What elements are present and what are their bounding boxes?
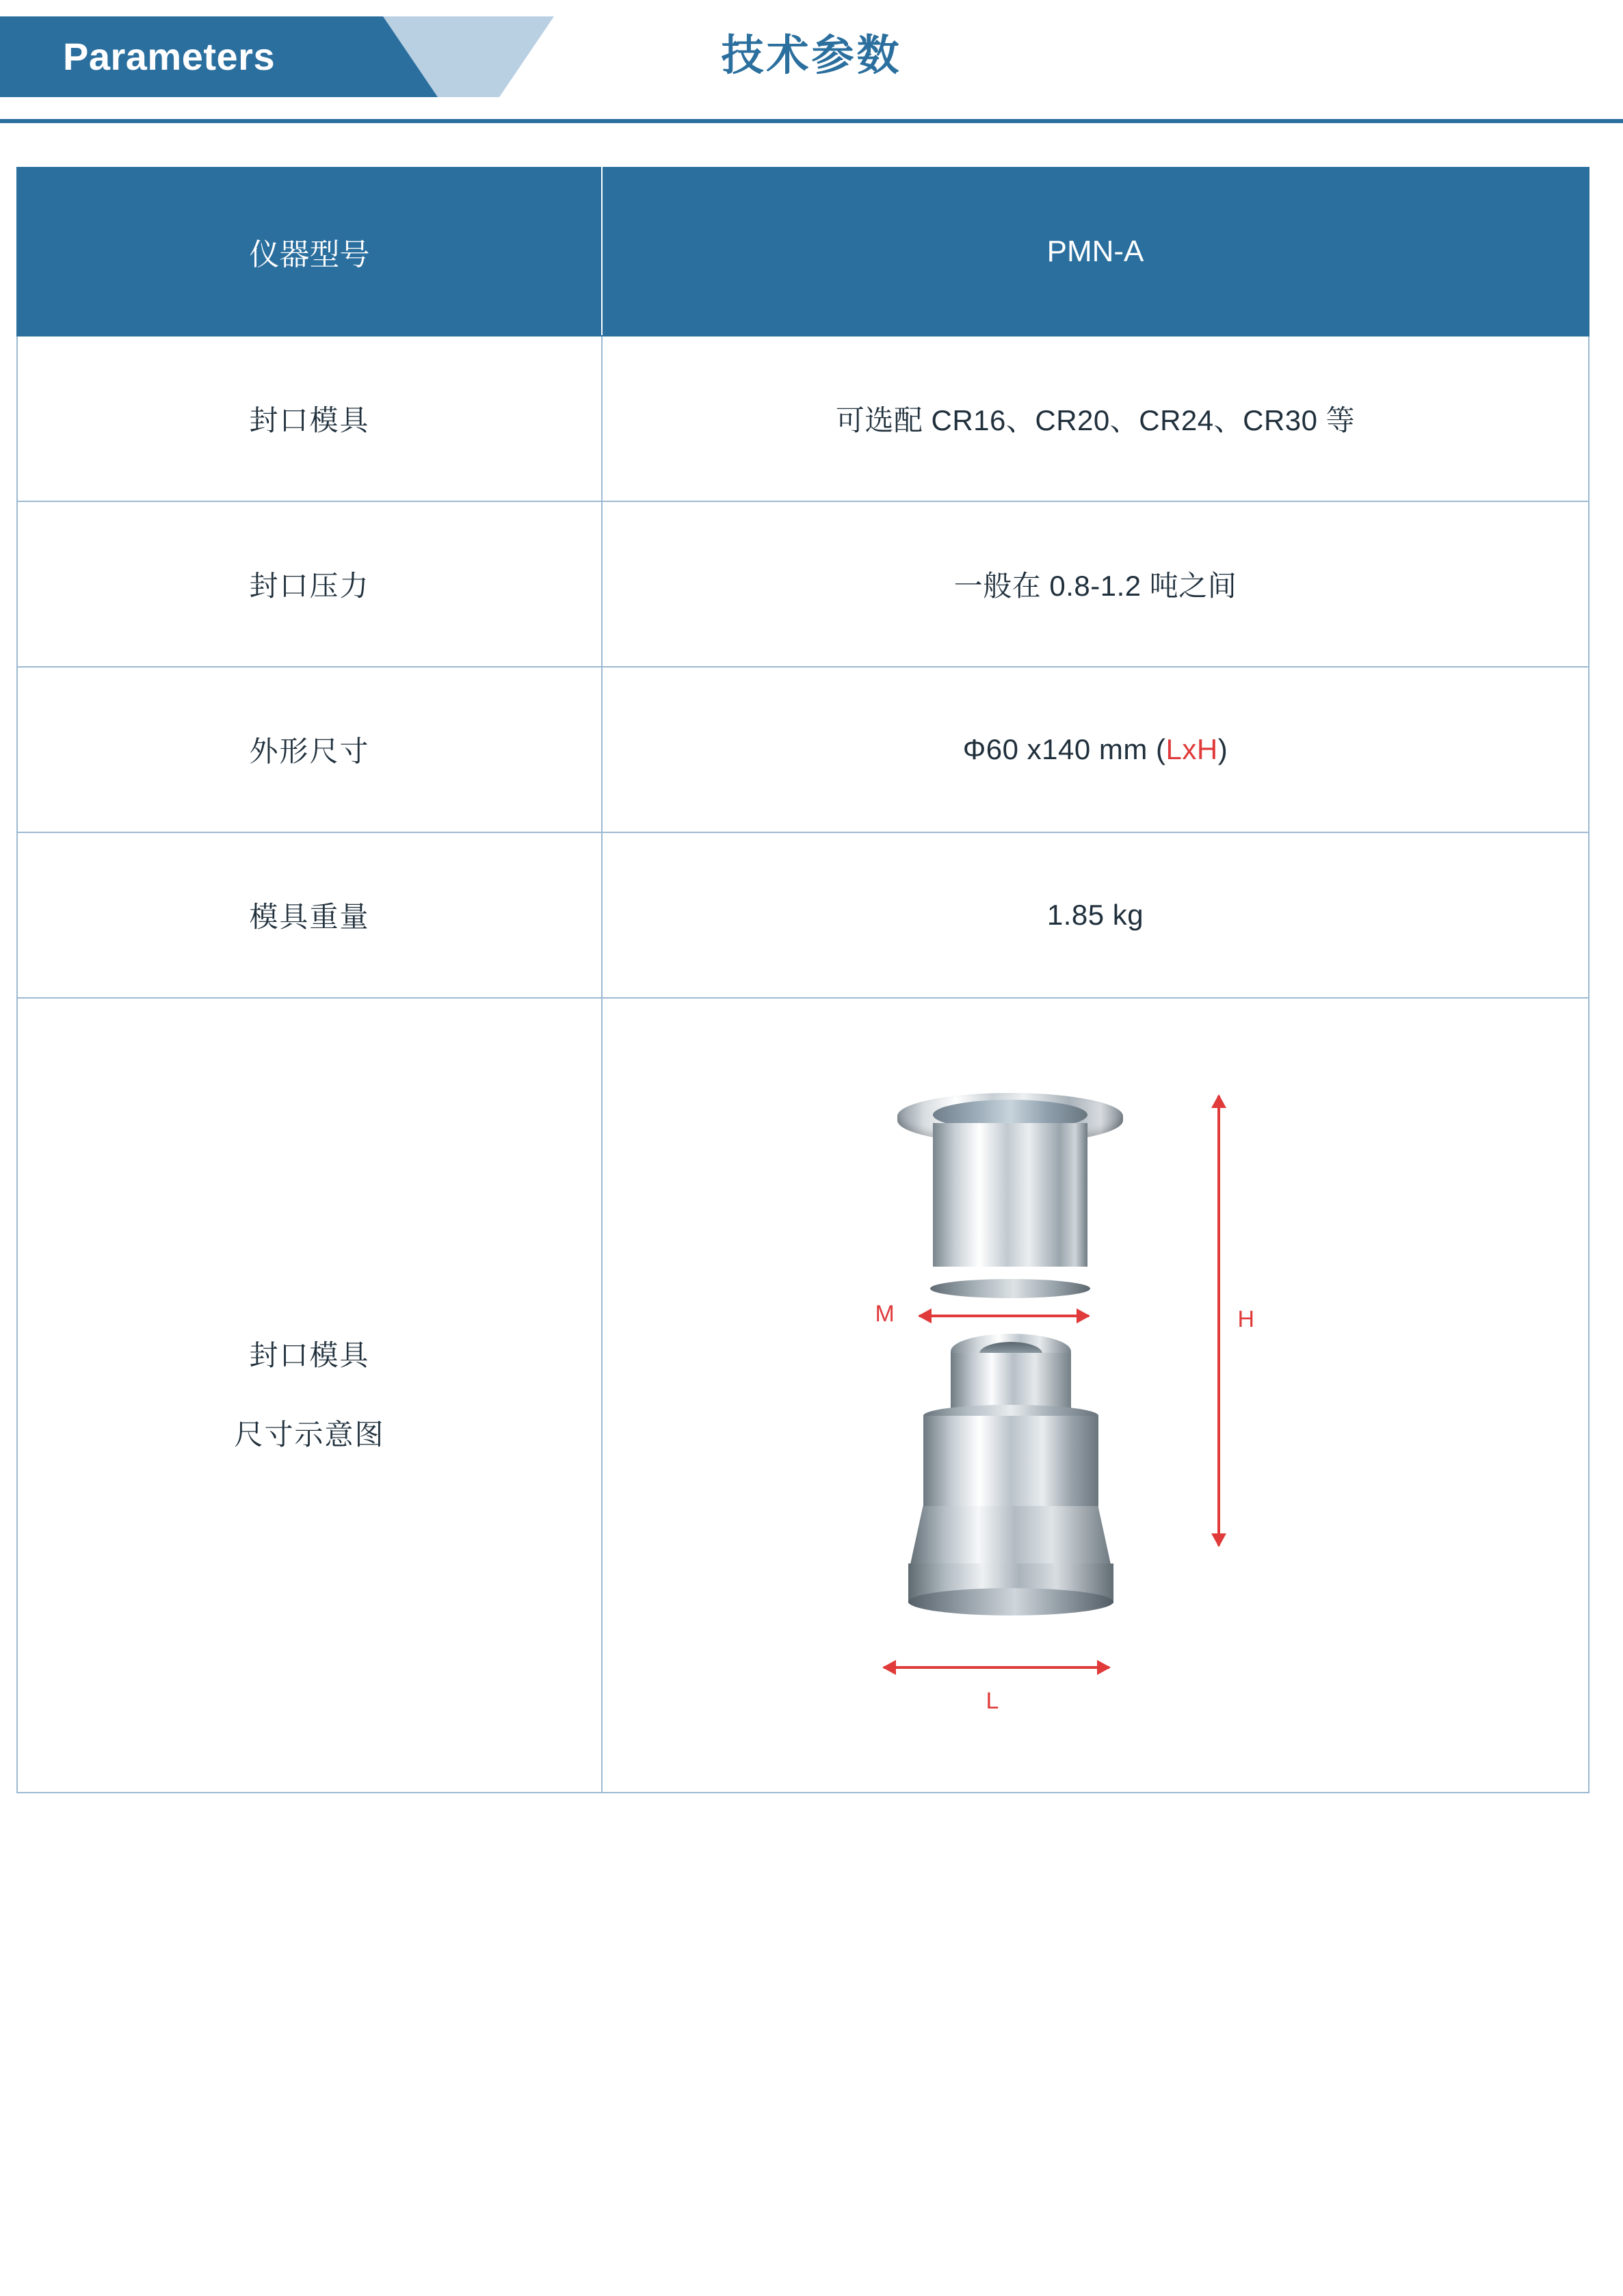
header-divider xyxy=(0,119,1623,123)
table-row xyxy=(17,501,1589,667)
header-title-en: Parameters xyxy=(63,35,276,78)
table-header-value: PMN-A xyxy=(602,168,1589,336)
dimensions-value-suffix: ) xyxy=(1217,733,1228,765)
die-diagram-label-line2: 尺寸示意图 xyxy=(234,1418,385,1451)
row-label-dimensions: 外形尺寸 xyxy=(17,667,602,832)
dimensions-value-highlight: LxH xyxy=(1165,733,1218,765)
dimensions-value-prefix: Φ60 x140 mm ( xyxy=(962,733,1166,765)
row-value-sealing-pressure: 一般在 0.8-1.2 吨之间 xyxy=(602,501,1589,667)
row-value-die-weight: 1.85 kg xyxy=(602,832,1589,998)
lower-die-body xyxy=(923,1416,1098,1512)
dimension-arrow-h-icon xyxy=(1217,1096,1220,1546)
upper-die-illustration xyxy=(897,1093,1123,1298)
lower-die-neck xyxy=(951,1353,1071,1412)
dimension-arrow-m-icon xyxy=(919,1315,1089,1317)
table-header-label: 仪器型号 xyxy=(17,168,602,336)
row-label-sealing-pressure: 封口压力 xyxy=(17,501,602,667)
row-value-sealing-die: 可选配 CR16、CR20、CR24、CR30 等 xyxy=(602,336,1589,501)
dimension-label-h: H xyxy=(1237,1306,1255,1332)
spec-table xyxy=(16,167,1589,1793)
row-label-die-weight: 模具重量 xyxy=(17,832,602,998)
table-row xyxy=(17,832,1589,998)
die-diagram-inner xyxy=(843,1053,1349,1737)
lower-die-taper xyxy=(910,1506,1112,1569)
dimension-label-l: L xyxy=(986,1688,999,1714)
die-diagram-label-line1: 封口模具 xyxy=(249,1339,370,1371)
spec-table-container xyxy=(16,167,1589,1793)
lower-die-illustration xyxy=(885,1334,1138,1621)
table-figure-row xyxy=(17,998,1589,1793)
die-diagram xyxy=(603,999,1588,1792)
table-row xyxy=(17,336,1589,501)
table-header-row xyxy=(17,168,1589,336)
upper-die-body xyxy=(933,1123,1087,1267)
header-title-cn: 技术参数 xyxy=(721,32,902,79)
upper-die-base xyxy=(930,1279,1090,1298)
dimension-label-m: M xyxy=(875,1301,895,1327)
row-value-dimensions xyxy=(602,667,1589,832)
row-label-sealing-die: 封口模具 xyxy=(17,336,602,501)
row-value-die-diagram xyxy=(602,998,1589,1793)
dimension-arrow-l-icon xyxy=(884,1666,1109,1669)
page-header xyxy=(0,0,1623,122)
row-label-die-diagram xyxy=(17,998,602,1793)
table-row xyxy=(17,667,1589,832)
lower-die-foot-base xyxy=(908,1588,1113,1615)
